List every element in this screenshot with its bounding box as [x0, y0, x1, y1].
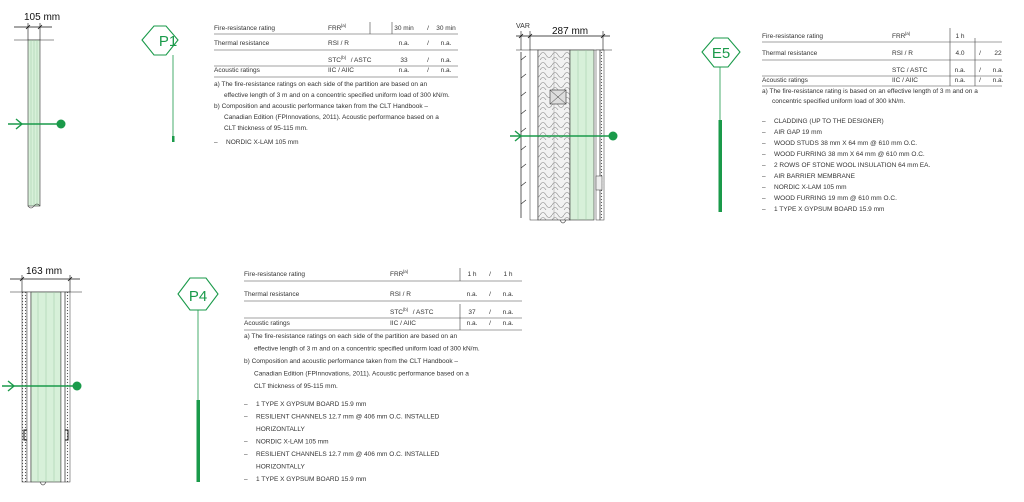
table-value: 33 — [400, 57, 408, 64]
table-row-key: STC — [328, 57, 341, 64]
table-row-key: FRR — [892, 33, 906, 40]
layer-dash: – — [244, 476, 248, 483]
dimension-label-p4: 163 mm — [26, 266, 63, 277]
table-row-label: Acoustic ratings — [244, 320, 290, 327]
layer-dash: – — [762, 140, 766, 147]
table-row-key: IIC / AIIC — [328, 67, 355, 74]
footnote-marker: (a) — [402, 269, 409, 274]
layer-item: NORDIC X-LAM 105 mm — [226, 139, 299, 146]
footnote-marker: (b) — [340, 55, 347, 60]
rating-table-p4 — [244, 268, 522, 330]
panel-e5 — [510, 23, 1004, 223]
table-row-label: Fire-resistance rating — [244, 271, 306, 278]
dimension-label-p1: 105 mm — [24, 12, 61, 23]
panel-p4 — [2, 266, 522, 485]
table-separator: / — [489, 309, 491, 316]
note-line: effective length of 3 m and on a concentric specified uniform load of 300 kN/m. — [254, 345, 480, 353]
var-label-e5: VAR — [516, 23, 530, 30]
dimension-p4 — [10, 266, 80, 292]
layers-p1 — [214, 139, 299, 146]
table-row-label: Fire-resistance rating — [214, 25, 276, 32]
note-line: a) The fire-resistance rating is based on an effective length of 3 m and on a — [762, 88, 978, 95]
layers-e5 — [762, 118, 930, 213]
layer-item: WOOD FURRING 19 mm @ 610 mm O.C. — [774, 195, 897, 202]
table-value: n.a. — [466, 291, 478, 298]
tag-p1 — [142, 26, 178, 142]
table-separator: / — [427, 67, 429, 74]
note-line: b) Composition and acoustic performance taken from the CLT Handbook – — [244, 358, 459, 365]
layer-item: HORIZONTALLY — [256, 426, 305, 433]
layer-dash: – — [244, 413, 248, 421]
table-value: 22 — [994, 50, 1002, 57]
table-row-key: STC / ASTC — [892, 67, 928, 74]
table-value: n.a. — [502, 320, 514, 327]
layer-dash: – — [762, 129, 766, 136]
table-row-key: RSI / R — [390, 291, 411, 298]
layer-item: 1 TYPE X GYPSUM BOARD 15.9 mm — [256, 476, 367, 483]
table-row-key: RSI / R — [328, 40, 349, 47]
notes-p4 — [244, 333, 480, 390]
table-separator: / — [979, 67, 981, 74]
layer-dash: – — [762, 162, 766, 169]
table-row-key: / ASTC — [350, 57, 372, 64]
dimension-label-e5: 287 mm — [552, 26, 589, 37]
note-line: a) The fire-resistance ratings on each side of the partition are based on an — [244, 333, 458, 340]
notes-p1 — [214, 81, 450, 132]
note-line: concentric specified uniform load of 300 kN/m. — [772, 98, 906, 105]
table-separator: / — [489, 320, 491, 327]
note-line: effective length of 3 m and on a concentric specified uniform load of 300 kN/m. — [224, 92, 450, 99]
layer-item: CLADDING (UP TO THE DESIGNER) — [774, 118, 884, 125]
layer-dash: – — [762, 195, 766, 202]
rating-table-e5 — [762, 28, 1004, 86]
table-separator: / — [979, 77, 981, 84]
layer-item: NORDIC X-LAM 105 mm — [774, 184, 847, 191]
table-value: n.a. — [440, 67, 452, 74]
tag-label-e5: E5 — [711, 45, 731, 62]
dimension-p1 — [14, 12, 60, 40]
note-line: b) Composition and acoustic performance taken from the CLT Handbook – — [214, 103, 429, 110]
note-line: CLT thickness of 95-115 mm. — [254, 383, 338, 390]
table-row-key: FRR — [390, 271, 404, 278]
layer-dash: – — [762, 206, 766, 213]
table-separator: / — [427, 57, 429, 64]
table-row-label: Fire-resistance rating — [762, 33, 824, 40]
notes-e5 — [762, 88, 978, 105]
table-value: 37 — [468, 309, 476, 316]
layer-item: RESILIENT CHANNELS 12.7 mm @ 406 mm O.C. INSTALLED — [256, 451, 440, 458]
layer-dash: – — [244, 451, 248, 458]
table-row-key: STC — [390, 309, 403, 316]
table-row-key: RSI / R — [892, 50, 913, 57]
layer-dash: – — [244, 401, 248, 408]
layer-dash: – — [762, 173, 766, 180]
layer-dash: – — [244, 438, 248, 446]
table-value: 1 h — [503, 271, 513, 278]
table-row-key: FRR — [328, 25, 342, 32]
table-value: 1 h — [955, 33, 965, 40]
table-row-label: Thermal resistance — [762, 50, 818, 57]
table-row-label: Thermal resistance — [214, 40, 270, 47]
table-row-label: Acoustic ratings — [214, 67, 260, 74]
layer-dash: – — [214, 139, 218, 146]
note-line: a) The fire-resistance ratings on each side of the partition are based on an — [214, 81, 428, 88]
tag-p4 — [178, 278, 218, 482]
table-row-label: Acoustic ratings — [762, 77, 808, 84]
note-line: Canadian Edition (FPInnovations, 2011). Acoustic performance based on a — [224, 114, 439, 121]
table-separator: / — [979, 50, 981, 57]
table-value: 1 h — [467, 271, 477, 278]
layer-dash: – — [762, 184, 766, 191]
layer-item: 1 TYPE X GYPSUM BOARD 15.9 mm — [774, 206, 885, 213]
table-value: n.a. — [440, 57, 452, 64]
tag-label-p1: P1 — [158, 33, 178, 50]
layer-item: 1 TYPE X GYPSUM BOARD 15.9 mm — [256, 401, 367, 408]
table-value: n.a. — [502, 309, 514, 316]
table-value: n.a. — [440, 40, 452, 47]
table-value: n.a. — [502, 291, 514, 298]
table-value: n.a. — [398, 40, 410, 47]
table-row-key: IIC / AIIC — [390, 320, 417, 327]
footnote-marker: (a) — [904, 31, 911, 36]
table-separator: / — [427, 25, 429, 32]
table-row-key: / ASTC — [412, 309, 434, 316]
table-value: n.a. — [992, 77, 1004, 84]
footnote-marker: (b) — [402, 307, 409, 312]
footnote-marker: (a) — [340, 23, 347, 28]
dimension-e5 — [516, 26, 610, 50]
panel-p1 — [8, 12, 458, 208]
rating-table-p1 — [214, 22, 458, 77]
table-value: 4.0 — [955, 50, 965, 57]
table-row-key: IIC / AIIC — [892, 77, 919, 84]
table-row-label: Thermal resistance — [244, 291, 300, 298]
layer-item: WOOD FURRING 38 mm X 64 mm @ 610 mm O.C. — [774, 151, 925, 158]
layer-item: WOOD STUDS 38 mm X 64 mm @ 610 mm O.C. — [774, 140, 918, 147]
layer-item: RESILIENT CHANNELS 12.7 mm @ 406 mm O.C. INSTALLED — [256, 413, 440, 421]
table-value: 30 min — [394, 25, 414, 32]
layers-p4 — [244, 401, 440, 483]
layer-item: 2 ROWS OF STONE WOOL INSULATION 64 mm EA. — [774, 162, 931, 169]
table-value: n.a. — [466, 320, 478, 327]
table-value: n.a. — [954, 67, 966, 74]
tag-label-p4: P4 — [188, 288, 208, 305]
table-value: n.a. — [954, 77, 966, 84]
layer-item: AIR GAP 19 mm — [774, 129, 822, 136]
note-line: Canadian Edition (FPInnovations, 2011). Acoustic performance based on a — [254, 370, 469, 378]
tag-e5 — [702, 38, 740, 212]
table-value: n.a. — [992, 67, 1004, 74]
table-separator: / — [427, 40, 429, 47]
table-separator: / — [489, 291, 491, 298]
table-value: n.a. — [398, 67, 410, 74]
layer-dash: – — [762, 151, 766, 158]
note-line: CLT thickness of 95-115 mm. — [224, 125, 308, 132]
wall-section-p4 — [10, 292, 82, 485]
layer-item: HORIZONTALLY — [256, 463, 305, 471]
table-value: 30 min — [436, 25, 456, 32]
layer-item: AIR BARRIER MEMBRANE — [774, 173, 855, 180]
table-separator: / — [489, 271, 491, 278]
layer-dash: – — [762, 118, 766, 125]
layer-item: NORDIC X-LAM 105 mm — [256, 438, 329, 446]
